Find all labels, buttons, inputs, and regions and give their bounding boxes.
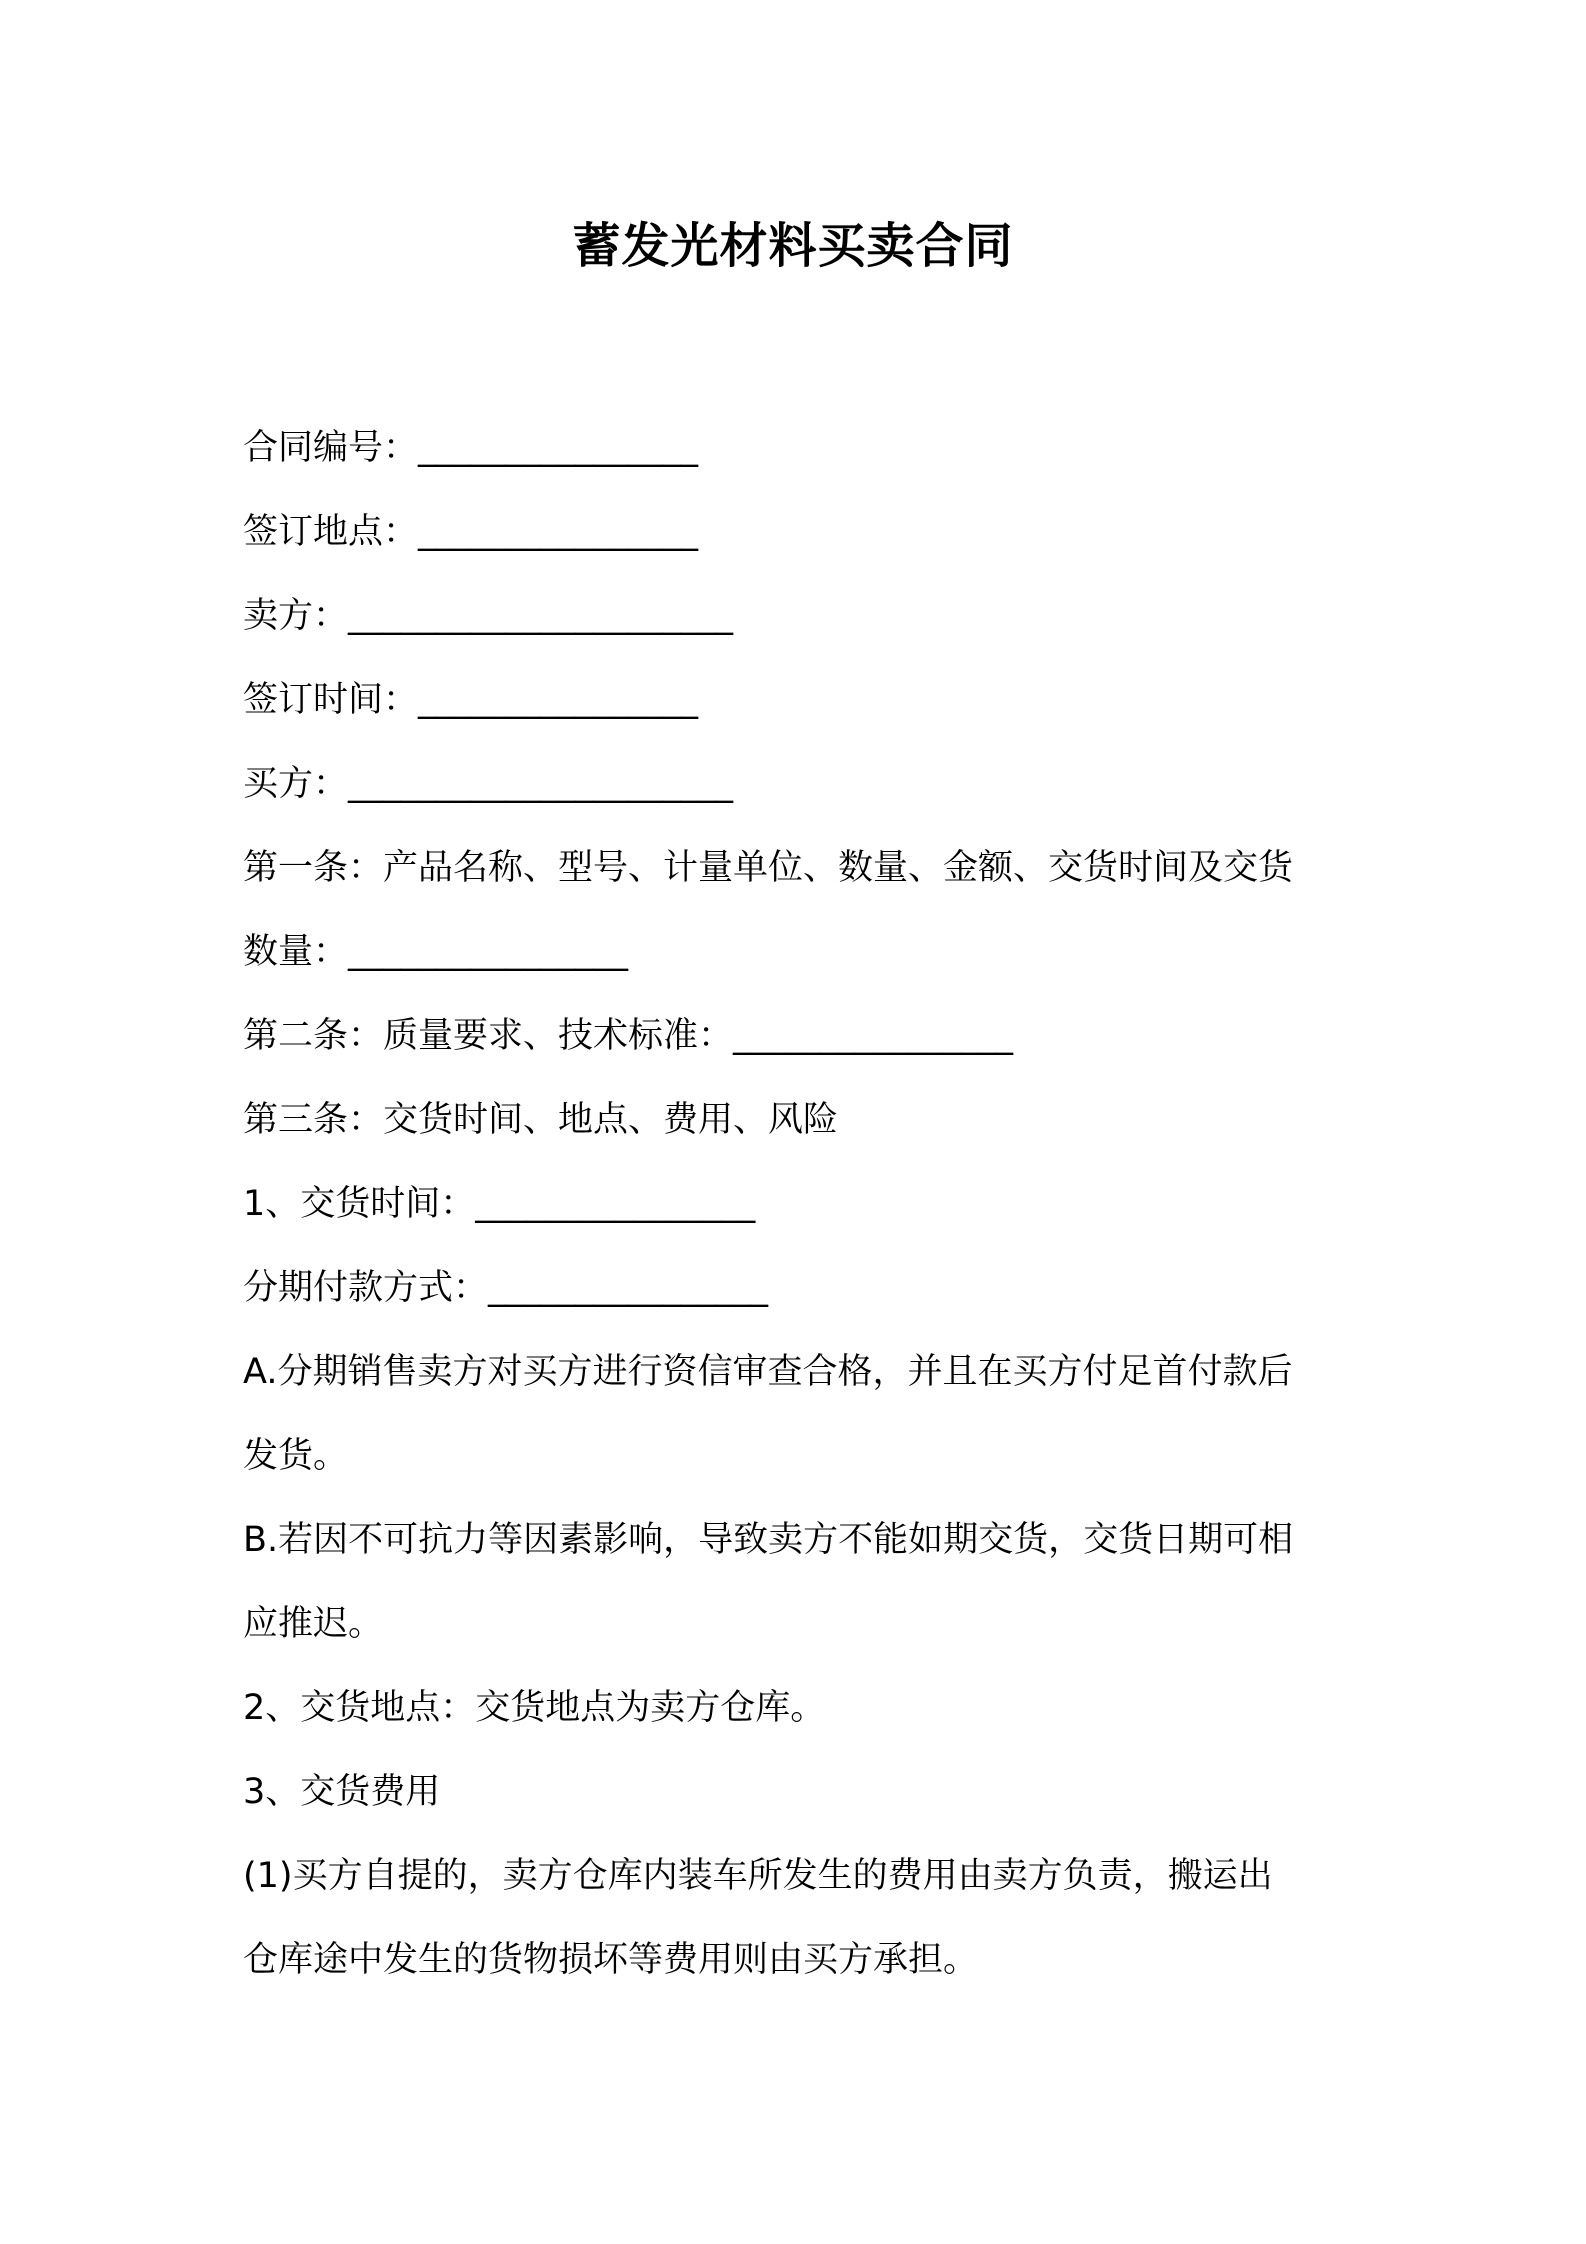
installment-method-line: 分期付款方式：________________ [243,1268,769,1308]
clause-a-line-2: 发货。 [243,1436,349,1476]
clause-b-line-2: 应推迟。 [243,1604,384,1644]
signing-time-line: 签订时间：________________ [243,680,699,720]
delivery-time-line: 1、交货时间：________________ [243,1184,756,1224]
cost-clause-1-line-2: 仓库途中发生的货物损坏等费用则由买方承担。 [243,1940,979,1980]
article-3-line: 第三条：交货时间、地点、费用、风险 [243,1100,839,1140]
signing-place-line: 签订地点：________________ [243,512,699,552]
article-2-line: 第二条：质量要求、技术标准：________________ [243,1016,1014,1056]
buyer-line: 买方：______________________ [243,764,734,804]
clause-a-line-1: A.分期销售卖方对买方进行资信审查合格，并且在买方付足首付款后 [243,1352,1293,1392]
delivery-place-line: 2、交货地点：交货地点为卖方仓库。 [243,1688,826,1728]
delivery-cost-line: 3、交货费用 [243,1772,441,1812]
cost-clause-1-line-1: (1)买方自提的，卖方仓库内装车所发生的费用由卖方负责，搬运出 [243,1856,1273,1896]
article-1-quantity-line: 数量：________________ [243,932,629,972]
contract-number-line: 合同编号：________________ [243,428,699,468]
document-body [243,406,1363,2002]
document-title: 蓄发光材料买卖合同 [572,218,1014,274]
article-1-line: 第一条：产品名称、型号、计量单位、数量、金额、交货时间及交货 [243,848,1294,888]
clause-b-line-1: B.若因不可抗力等因素影响，导致卖方不能如期交货，交货日期可相 [243,1520,1294,1560]
seller-line: 卖方：______________________ [243,596,734,636]
